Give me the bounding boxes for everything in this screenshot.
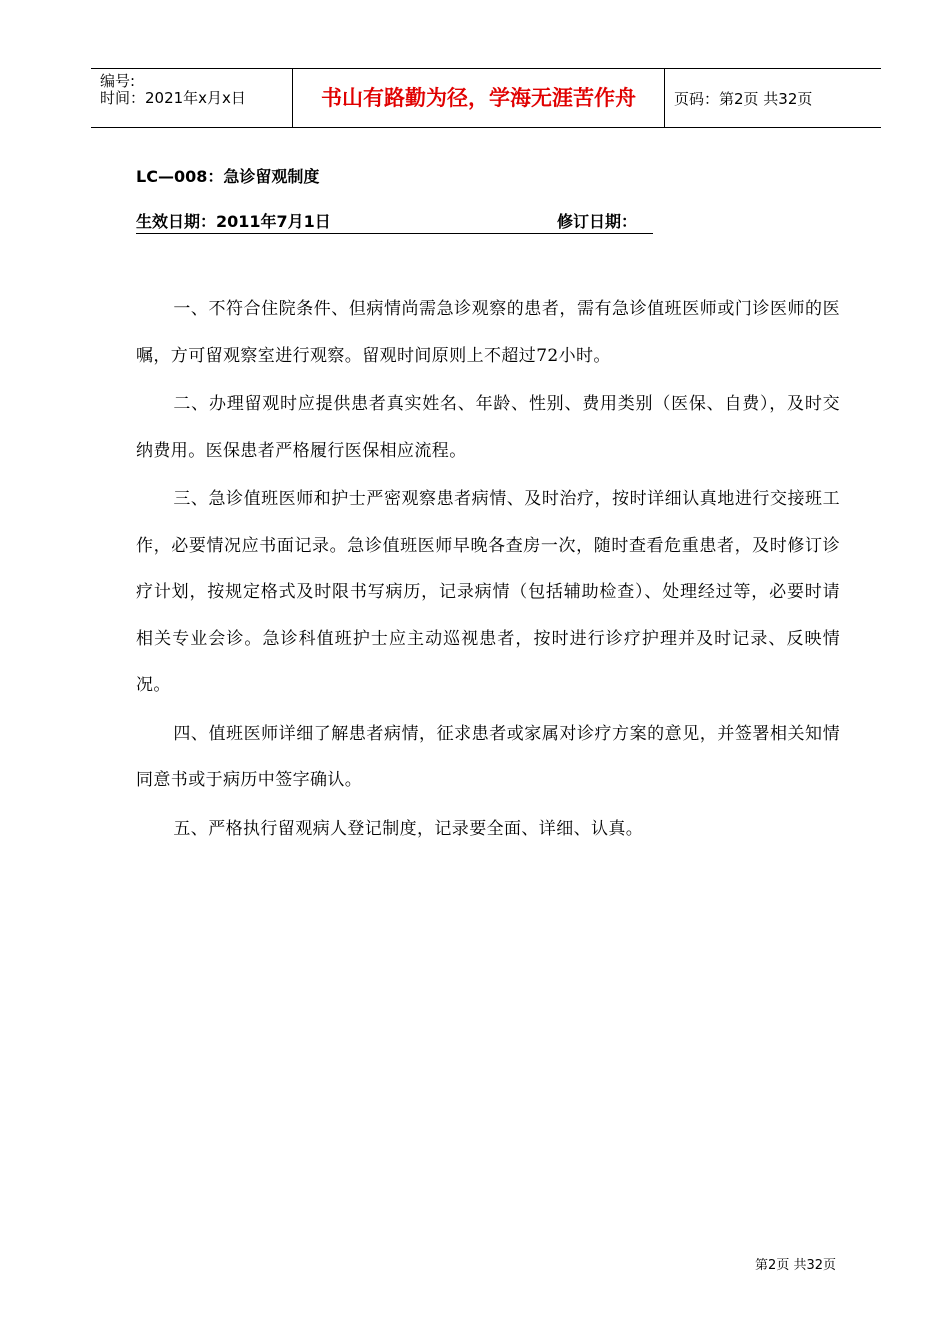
document-body xyxy=(136,286,840,854)
time-label: 时间：2021年x月x日 xyxy=(100,89,246,107)
footer-page-number: 第2页 共32页 xyxy=(755,1258,836,1273)
paragraph-3: 三、急诊值班医师和护士严密观察患者病情、及时治疗，按时详细认真地进行交接班工作，必要情况应书面记录。急诊值班医师早晚各查房一次，随时查看危重患者，及时修订诊疗计划，按规定格式及时限书写病历，记录病情（包括辅助检查）、处理经过等，必要时请相关专业会诊。急诊科值班护士应主动巡视患者，按时进行诊疗护理并及时记录、反映情况。 xyxy=(136,489,840,695)
page-header xyxy=(91,68,881,128)
paragraph-1: 一、不符合住院条件、但病情尚需急诊观察的患者，需有急诊值班医师或门诊医师的医嘱，方可留观察室进行观察。留观时间原则上不超过72小时。 xyxy=(136,299,840,366)
document-dates xyxy=(136,211,653,234)
header-info-cell xyxy=(91,69,293,127)
motto-text: 书山有路勤为径，学海无涯苦作舟 xyxy=(321,86,636,110)
paragraph-5: 五、严格执行留观病人登记制度，记录要全面、详细、认真。 xyxy=(173,818,644,839)
header-motto-cell xyxy=(293,69,665,127)
paragraph-4: 四、值班医师详细了解患者病情，征求患者或家属对诊疗方案的意见，并签署相关知情同意书或于病历中签字确认。 xyxy=(136,723,840,790)
revision-date: 修订日期： xyxy=(557,212,638,231)
header-page-number: 页码：第2页 共32页 xyxy=(674,90,813,108)
document-title: LC—008：急诊留观制度 xyxy=(136,167,320,186)
serial-number-label: 编号: xyxy=(100,72,136,90)
paragraph-2: 二、办理留观时应提供患者真实姓名、年龄、性别、费用类别（医保、自费），及时交纳费用。医保患者严格履行医保相应流程。 xyxy=(136,394,840,461)
effective-date: 生效日期：2011年7月1日 xyxy=(136,212,331,231)
header-page-cell xyxy=(665,69,881,127)
